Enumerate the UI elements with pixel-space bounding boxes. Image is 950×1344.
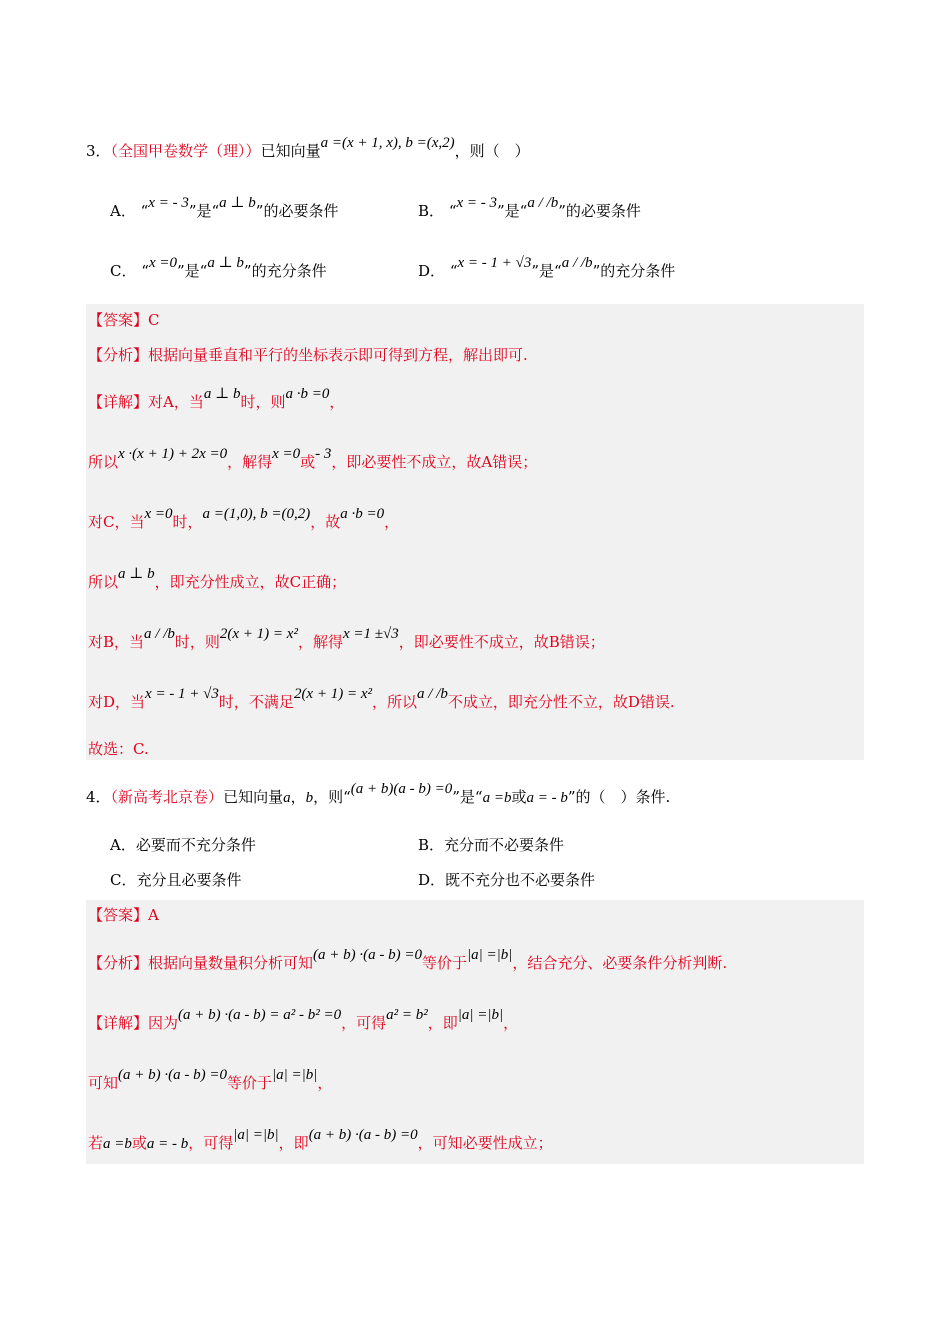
q4-option-a[interactable] (110, 835, 256, 855)
q3-number: 3． (86, 142, 111, 160)
detail-math: x = - 1 + √3 (145, 686, 219, 702)
option-text: 的充分条件 (600, 262, 676, 280)
option-math: x = - 3 (148, 195, 189, 211)
detail-math: a =b (103, 1136, 132, 1152)
quote: ” (255, 202, 264, 220)
q4-detail-line-3 (88, 1127, 553, 1154)
analysis-math: (a + b) ·(a - b) =0 (313, 947, 423, 963)
detail-text: ，即必要性不成立，故B错误； (398, 633, 605, 651)
detail-text: ，即 (278, 1134, 309, 1152)
detail-math: x =0 (144, 506, 173, 522)
detail-math: x =0 (272, 446, 301, 462)
q3-stem-tail: ，则（ ） (454, 142, 530, 160)
detail-text: 对A，当 (148, 393, 204, 411)
detail-text: 等价于 (227, 1074, 273, 1092)
detail-text: ，解得 (297, 633, 343, 651)
quote: ” (558, 202, 566, 220)
detail-text: 对C，当 (88, 513, 145, 531)
q3-detail-line-5 (88, 626, 605, 653)
detail-text: ，即必要性不成立，故A错误； (331, 453, 538, 471)
q3-analysis (88, 345, 528, 365)
q3-option-c[interactable] (110, 255, 327, 282)
detail-tag: 【详解】 (88, 1014, 149, 1032)
q4-option-d[interactable] (418, 870, 595, 890)
q4-condition-2: a =b (482, 790, 512, 806)
option-text: B．充分而不必要条件 (418, 836, 565, 854)
detail-math: x ·(x + 1) + 2x =0 (118, 446, 228, 462)
q4-answer (88, 905, 159, 925)
quote: ”是“ (497, 202, 528, 220)
detail-math: a ·b =0 (340, 506, 385, 522)
detail-math: x =1 ±√3 (342, 626, 399, 642)
q4-option-c[interactable] (110, 870, 241, 890)
detail-text: 时， (172, 513, 203, 531)
answer-tag: 【答案】 (88, 311, 149, 329)
detail-tag: 【详解】 (88, 393, 149, 411)
answer-tag: 【答案】 (88, 906, 149, 924)
option-label: A． (110, 202, 136, 220)
analysis-text: 等价于 (422, 954, 468, 972)
detail-text: ，所以 (371, 693, 417, 711)
q3-vectors: a =(x + 1, x), b =(x,2) (320, 135, 455, 151)
detail-math: |a| =|b| (233, 1127, 279, 1143)
detail-text: 不成立，即充分性不立，故D错误. (447, 693, 675, 711)
answer-value: C (148, 311, 160, 329)
option-text: A．必要而不充分条件 (110, 836, 256, 854)
analysis-text: 根据向量数量积分析可知 (148, 954, 314, 972)
detail-math: a ·b =0 (285, 386, 330, 402)
detail-text: ，解得 (227, 453, 273, 471)
detail-math: 2(x + 1) = x² (293, 686, 372, 702)
detail-math: |a| =|b| (272, 1067, 318, 1083)
option-text: C．充分且必要条件 (110, 871, 242, 889)
q4-source: （新高考北京卷） (110, 788, 224, 806)
detail-text: ，可知必要性成立； (417, 1134, 553, 1152)
detail-math: a ⊥ b (203, 386, 241, 402)
detail-text: 或 (300, 453, 316, 471)
option-label: D． (418, 262, 446, 280)
q3-option-b[interactable] (418, 195, 641, 222)
detail-math: a² = b² (386, 1007, 428, 1023)
detail-text: ，可得 (188, 1134, 234, 1152)
detail-text: ，可得 (341, 1014, 387, 1032)
q3-option-d[interactable] (418, 255, 676, 282)
detail-math: (a + b) ·(a - b) =0 (118, 1067, 227, 1083)
detail-text: ，故 (310, 513, 341, 531)
q4-vector-b: b (305, 790, 314, 806)
quote: “ (140, 202, 149, 220)
detail-text: 时，则 (174, 633, 220, 651)
detail-text: 若 (88, 1134, 104, 1152)
option-math: a ⊥ b (207, 255, 244, 271)
detail-text: 时，则 (240, 393, 286, 411)
q4-condition-3: a = - b (526, 790, 568, 806)
detail-text: 或 (131, 1134, 147, 1152)
quote: “ (141, 262, 149, 280)
q3-stem (86, 135, 530, 162)
answer-value: A (148, 906, 159, 924)
detail-math: - 3 (315, 446, 332, 462)
option-math: a / /b (561, 255, 593, 271)
q3-detail-line-2 (88, 446, 538, 473)
quote: ”是“ (531, 262, 562, 280)
q4-stem-text: ，则“ (313, 788, 351, 806)
detail-text: 所以 (88, 573, 119, 591)
q3-detail-line-1 (88, 386, 345, 413)
option-text: 的必要条件 (263, 202, 339, 220)
option-text: D．既不充分也不必要条件 (418, 871, 596, 889)
quote: “ (448, 202, 457, 220)
option-math: a / /b (527, 195, 559, 211)
q4-stem-text: ”是“ (452, 788, 483, 806)
analysis-text: ，结合充分、必要条件分析判断. (512, 954, 728, 972)
detail-text: 可知 (88, 1074, 119, 1092)
analysis-tag: 【分析】 (88, 346, 149, 364)
quote: ”是“ (188, 202, 220, 220)
detail-text: ， (317, 1074, 333, 1092)
detail-text: 因为 (148, 1014, 179, 1032)
detail-text: 对D，当 (88, 693, 146, 711)
detail-text: 故选：C. (88, 740, 149, 758)
analysis-tag: 【分析】 (88, 954, 149, 972)
q4-option-b[interactable] (418, 835, 564, 855)
option-text: 的必要条件 (565, 202, 641, 220)
quote: ” (243, 262, 252, 280)
detail-math: a =(1,0), b =(0,2) (202, 506, 311, 522)
detail-text: ， (503, 1014, 519, 1032)
option-math: x = - 1 + √3 (457, 255, 532, 271)
q4-sep: ， (290, 788, 306, 806)
quote: ” (592, 262, 601, 280)
analysis-math: |a| =|b| (467, 947, 513, 963)
q3-stem-text: 已知向量 (260, 142, 321, 160)
q4-condition-1: (a + b)(a - b) =0 (350, 781, 453, 797)
detail-math: a / /b (417, 686, 448, 702)
q4-stem-text: 已知向量 (223, 788, 284, 806)
option-text: 的充分条件 (251, 262, 327, 280)
q3-option-a[interactable] (110, 195, 339, 222)
q3-detail-line-3 (88, 506, 400, 533)
detail-text: 对B，当 (88, 633, 145, 651)
option-math: x = - 3 (456, 195, 498, 211)
detail-text: ， (329, 393, 345, 411)
q4-stem (86, 781, 671, 808)
option-label: C． (110, 262, 137, 280)
detail-text: ，即 (427, 1014, 458, 1032)
detail-math: a ⊥ b (118, 566, 155, 582)
detail-text: ，即充分性成立，故C正确； (154, 573, 347, 591)
q4-vector-a: a (283, 790, 291, 806)
detail-math: a / /b (144, 626, 175, 642)
detail-math: |a| =|b| (457, 1007, 504, 1023)
quote: “ (449, 262, 458, 280)
detail-math: 2(x + 1) = x² (219, 626, 298, 642)
quote: ”是“ (176, 262, 208, 280)
detail-text: 时，不满足 (218, 693, 294, 711)
option-label: B． (418, 202, 445, 220)
detail-math: (a + b) ·(a - b) = a² - b² =0 (178, 1007, 342, 1023)
detail-text: 所以 (88, 453, 119, 471)
q3-answer (88, 310, 160, 330)
q3-detail-line-6 (88, 686, 675, 713)
q4-stem-text: 或 (511, 788, 527, 806)
q3-detail-line-7 (88, 739, 149, 759)
q4-detail-line-1 (88, 1007, 519, 1034)
option-math: x =0 (148, 255, 177, 271)
detail-math: a = - b (146, 1136, 189, 1152)
q3-detail-line-4 (88, 566, 347, 593)
detail-math: (a + b) ·(a - b) =0 (308, 1127, 418, 1143)
detail-text: ， (384, 513, 400, 531)
q3-source: （全国甲卷数学（理）） (110, 142, 261, 160)
q4-stem-tail: ”的（ ）条件. (567, 788, 671, 806)
q4-number: 4． (86, 788, 111, 806)
analysis-text: 根据向量垂直和平行的坐标表示即可得到方程，解出即可. (148, 346, 528, 364)
option-math: a ⊥ b (219, 195, 256, 211)
q4-detail-line-2 (88, 1067, 333, 1094)
q4-analysis (88, 947, 728, 974)
